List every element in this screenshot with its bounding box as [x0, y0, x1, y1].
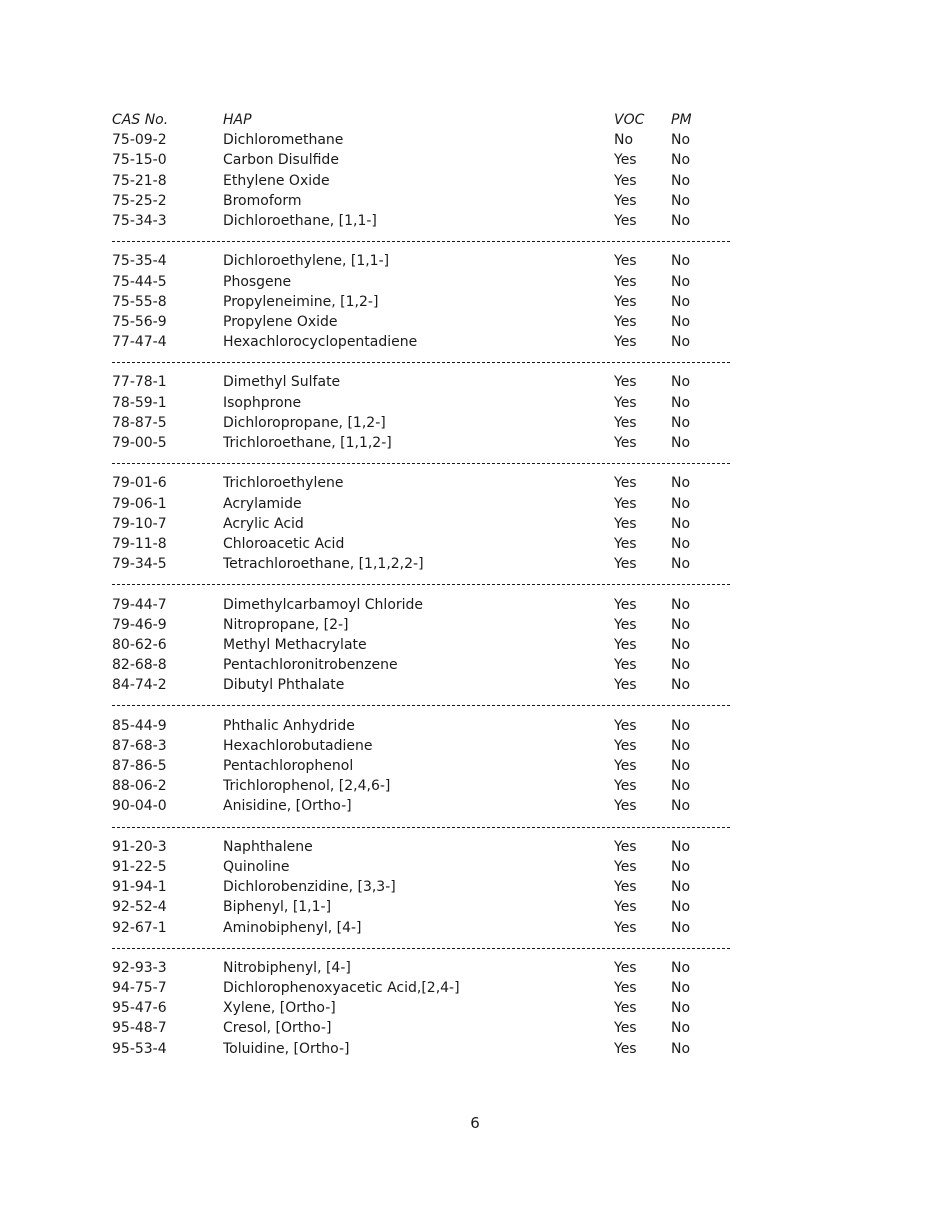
table-body [112, 130, 732, 1059]
cell-pm: No [671, 778, 691, 795]
table-row [112, 998, 732, 1018]
cell-cas-no: 87-68-3 [112, 737, 167, 754]
cell-voc: Yes [614, 535, 637, 552]
cell-voc: Yes [614, 192, 637, 209]
cell-pm: No [671, 152, 691, 169]
cell-voc: Yes [614, 919, 637, 936]
table-row [112, 272, 732, 292]
table-row [112, 736, 732, 756]
table-row [112, 433, 732, 453]
table-row [112, 150, 732, 170]
cell-voc: Yes [614, 778, 637, 795]
cell-hap: Dimethylcarbamoyl Chloride [223, 596, 424, 613]
cell-voc: Yes [614, 475, 637, 492]
cell-voc: Yes [614, 677, 637, 694]
table-row [112, 877, 732, 897]
cell-cas-no: 84-74-2 [112, 677, 167, 694]
cell-cas-no: 79-10-7 [112, 515, 167, 532]
cell-pm: No [671, 596, 691, 613]
cell-voc: Yes [614, 1040, 637, 1057]
cell-cas-no: 95-53-4 [112, 1040, 167, 1057]
table-row [112, 1018, 732, 1038]
cell-hap: Trichloroethylene [223, 475, 344, 492]
cell-cas-no: 79-11-8 [112, 535, 167, 552]
cell-cas-no: 75-55-8 [112, 293, 167, 310]
cell-pm: No [671, 435, 691, 451]
cell-pm: No [671, 334, 691, 351]
cell-pm: No [671, 1020, 691, 1037]
header-hap: HAP [223, 112, 252, 128]
cell-pm: No [671, 556, 691, 573]
table-row [112, 897, 732, 917]
cell-cas-no: 75-35-4 [112, 253, 167, 270]
cell-pm: No [671, 253, 691, 270]
cell-voc: Yes [614, 394, 637, 411]
cell-hap: Acrylamide [223, 495, 302, 512]
cell-cas-no: 77-78-1 [112, 374, 167, 391]
cell-cas-no: 75-25-2 [112, 192, 167, 209]
cell-voc: Yes [614, 758, 637, 774]
table-row [112, 312, 732, 332]
cell-cas-no: 88-06-2 [112, 778, 167, 795]
cell-cas-no: 75-56-9 [112, 313, 167, 330]
table-row [112, 372, 732, 392]
cell-hap: Dimethyl Sulfate [223, 374, 341, 391]
cell-hap: Toluidine, [Ortho-] [223, 1040, 350, 1057]
cell-pm: No [671, 535, 691, 552]
table-row [112, 292, 732, 312]
cell-hap: Bromoform [223, 192, 302, 209]
cell-pm: No [671, 798, 691, 815]
cell-pm: No [671, 414, 691, 431]
cell-voc: Yes [614, 879, 637, 896]
cell-hap: Chloroacetic Acid [223, 535, 345, 552]
table-row [112, 1039, 732, 1059]
cell-voc: Yes [614, 172, 637, 189]
cell-cas-no: 92-93-3 [112, 959, 167, 976]
table-header-row [112, 110, 732, 130]
cell-hap: Methyl Methacrylate [223, 636, 367, 653]
cell-cas-no: 92-52-4 [112, 899, 167, 916]
table-row [112, 655, 732, 675]
cell-cas-no: 95-47-6 [112, 1000, 167, 1017]
table-row [112, 191, 732, 211]
cell-voc: Yes [614, 798, 637, 815]
cell-voc: No [614, 132, 634, 149]
cell-pm: No [671, 677, 691, 694]
cell-hap: Aminobiphenyl, [4-] [223, 919, 362, 936]
cell-voc: Yes [614, 1020, 637, 1037]
cell-hap: Trichloroethane, [1,1,2-] [223, 435, 392, 451]
cell-hap: Nitrobiphenyl, [4-] [223, 959, 351, 976]
cell-pm: No [671, 515, 691, 532]
group-separator [112, 352, 732, 372]
cell-cas-no: 95-48-7 [112, 1020, 167, 1037]
cell-cas-no: 79-46-9 [112, 616, 167, 633]
table-row [112, 211, 732, 231]
cell-hap: Dichlorobenzidine, [3,3-] [223, 879, 396, 896]
cell-hap: Dichloromethane [223, 132, 344, 149]
cell-pm: No [671, 838, 691, 855]
cell-hap: Nitropropane, [2-] [223, 616, 349, 633]
table-row [112, 675, 732, 695]
cell-cas-no: 85-44-9 [112, 717, 167, 734]
cell-hap: Dichloroethylene, [1,1-] [223, 253, 390, 270]
page-number: 6 [470, 1114, 480, 1132]
cell-hap: Propyleneimine, [1,2-] [223, 293, 379, 310]
cell-pm: No [671, 980, 691, 997]
table-row [112, 413, 732, 433]
group-separator [112, 231, 732, 251]
cell-hap: Xylene, [Ortho-] [223, 1000, 336, 1017]
cell-voc: Yes [614, 838, 637, 855]
cell-voc: Yes [614, 374, 637, 391]
cell-pm: No [671, 212, 691, 229]
group-separator [112, 453, 732, 473]
cell-voc: Yes [614, 435, 637, 451]
cell-cas-no: 94-75-7 [112, 980, 167, 997]
cell-cas-no: 75-21-8 [112, 172, 167, 189]
cell-cas-no: 90-04-0 [112, 798, 167, 815]
table-row [112, 796, 732, 816]
group-separator [112, 695, 732, 715]
cell-hap: Hexachlorobutadiene [223, 737, 373, 754]
cell-pm: No [671, 717, 691, 734]
cell-pm: No [671, 1000, 691, 1017]
cell-voc: Yes [614, 212, 637, 229]
cell-hap: Trichlorophenol, [2,4,6-] [223, 778, 391, 795]
cell-voc: Yes [614, 152, 637, 169]
cell-pm: No [671, 475, 691, 492]
cell-pm: No [671, 657, 691, 674]
cell-voc: Yes [614, 636, 637, 653]
cell-voc: Yes [614, 253, 637, 270]
cell-hap: Quinoline [223, 858, 290, 875]
cell-hap: Isophprone [223, 394, 302, 411]
cell-pm: No [671, 1040, 691, 1057]
cell-voc: Yes [614, 313, 637, 330]
cell-hap: Phosgene [223, 273, 292, 290]
cell-hap: Biphenyl, [1,1-] [223, 899, 332, 916]
table-row [112, 756, 732, 776]
cell-voc: Yes [614, 556, 637, 573]
group-separator [112, 817, 732, 837]
table-row [112, 978, 732, 998]
cell-cas-no: 78-59-1 [112, 394, 167, 411]
cell-cas-no: 75-09-2 [112, 132, 167, 149]
cell-hap: Ethylene Oxide [223, 172, 330, 189]
cell-voc: Yes [614, 980, 637, 997]
table-row [112, 473, 732, 493]
header-cas-no: CAS No. [112, 112, 169, 128]
cell-hap: Pentachlorophenol [223, 758, 354, 774]
cell-cas-no: 79-01-6 [112, 475, 167, 492]
table-row [112, 251, 732, 271]
group-separator [112, 574, 732, 594]
cell-pm: No [671, 394, 691, 411]
cell-hap: Pentachloronitrobenzene [223, 657, 398, 674]
cell-cas-no: 79-00-5 [112, 435, 167, 451]
table-row [112, 393, 732, 413]
cell-voc: Yes [614, 737, 637, 754]
cell-pm: No [671, 495, 691, 512]
cell-voc: Yes [614, 657, 637, 674]
cell-cas-no: 92-67-1 [112, 919, 167, 936]
cell-voc: Yes [614, 414, 637, 431]
cell-pm: No [671, 192, 691, 209]
cell-pm: No [671, 172, 691, 189]
cell-pm: No [671, 899, 691, 916]
cell-cas-no: 79-44-7 [112, 596, 167, 613]
table-row [112, 130, 732, 150]
cell-pm: No [671, 919, 691, 936]
cell-pm: No [671, 879, 691, 896]
table-row [112, 595, 732, 615]
cell-hap: Naphthalene [223, 838, 313, 855]
cell-hap: Propylene Oxide [223, 313, 338, 330]
table-row [112, 635, 732, 655]
cell-voc: Yes [614, 596, 637, 613]
hap-table [112, 110, 732, 1059]
cell-cas-no: 75-44-5 [112, 273, 167, 290]
cell-voc: Yes [614, 293, 637, 310]
cell-pm: No [671, 636, 691, 653]
table-row [112, 918, 732, 938]
cell-hap: Cresol, [Ortho-] [223, 1020, 332, 1037]
table-row [112, 554, 732, 574]
cell-pm: No [671, 616, 691, 633]
cell-voc: Yes [614, 717, 637, 734]
table-row [112, 332, 732, 352]
cell-voc: Yes [614, 273, 637, 290]
cell-cas-no: 77-47-4 [112, 334, 167, 351]
header-pm: PM [671, 112, 692, 128]
table-row [112, 857, 732, 877]
table-row [112, 615, 732, 635]
cell-voc: Yes [614, 1000, 637, 1017]
cell-voc: Yes [614, 959, 637, 976]
cell-cas-no: 78-87-5 [112, 414, 167, 431]
cell-cas-no: 82-68-8 [112, 657, 167, 674]
cell-pm: No [671, 858, 691, 875]
table-row [112, 776, 732, 796]
cell-cas-no: 87-86-5 [112, 758, 167, 774]
cell-pm: No [671, 273, 691, 290]
cell-voc: Yes [614, 334, 637, 351]
cell-voc: Yes [614, 858, 637, 875]
cell-hap: Dichloropropane, [1,2-] [223, 414, 386, 431]
table-row [112, 837, 732, 857]
cell-cas-no: 91-20-3 [112, 838, 167, 855]
cell-hap: Dichloroethane, [1,1-] [223, 212, 377, 229]
cell-pm: No [671, 959, 691, 976]
cell-hap: Dichlorophenoxyacetic Acid,[2,4-] [223, 980, 460, 997]
table-row [112, 494, 732, 514]
cell-cas-no: 75-15-0 [112, 152, 167, 169]
table-row [112, 534, 732, 554]
cell-pm: No [671, 758, 691, 774]
cell-hap: Hexachlorocyclopentadiene [223, 334, 418, 351]
cell-hap: Acrylic Acid [223, 515, 304, 532]
cell-hap: Dibutyl Phthalate [223, 677, 345, 694]
cell-hap: Tetrachloroethane, [1,1,2,2-] [223, 556, 424, 573]
cell-cas-no: 91-22-5 [112, 858, 167, 875]
table-row [112, 514, 732, 534]
table-row [112, 958, 732, 978]
cell-cas-no: 79-34-5 [112, 556, 167, 573]
cell-voc: Yes [614, 899, 637, 916]
cell-cas-no: 80-62-6 [112, 636, 167, 653]
cell-voc: Yes [614, 616, 637, 633]
cell-hap: Anisidine, [Ortho-] [223, 798, 352, 815]
group-separator [112, 938, 732, 958]
cell-pm: No [671, 132, 691, 149]
header-voc: VOC [614, 112, 645, 128]
cell-voc: Yes [614, 495, 637, 512]
cell-cas-no: 75-34-3 [112, 212, 167, 229]
cell-cas-no: 79-06-1 [112, 495, 167, 512]
cell-hap: Carbon Disulfide [223, 152, 339, 169]
cell-cas-no: 91-94-1 [112, 879, 167, 896]
cell-pm: No [671, 374, 691, 391]
cell-pm: No [671, 737, 691, 754]
cell-pm: No [671, 293, 691, 310]
cell-voc: Yes [614, 515, 637, 532]
table-row [112, 716, 732, 736]
cell-hap: Phthalic Anhydride [223, 717, 355, 734]
table-row [112, 171, 732, 191]
cell-pm: No [671, 313, 691, 330]
